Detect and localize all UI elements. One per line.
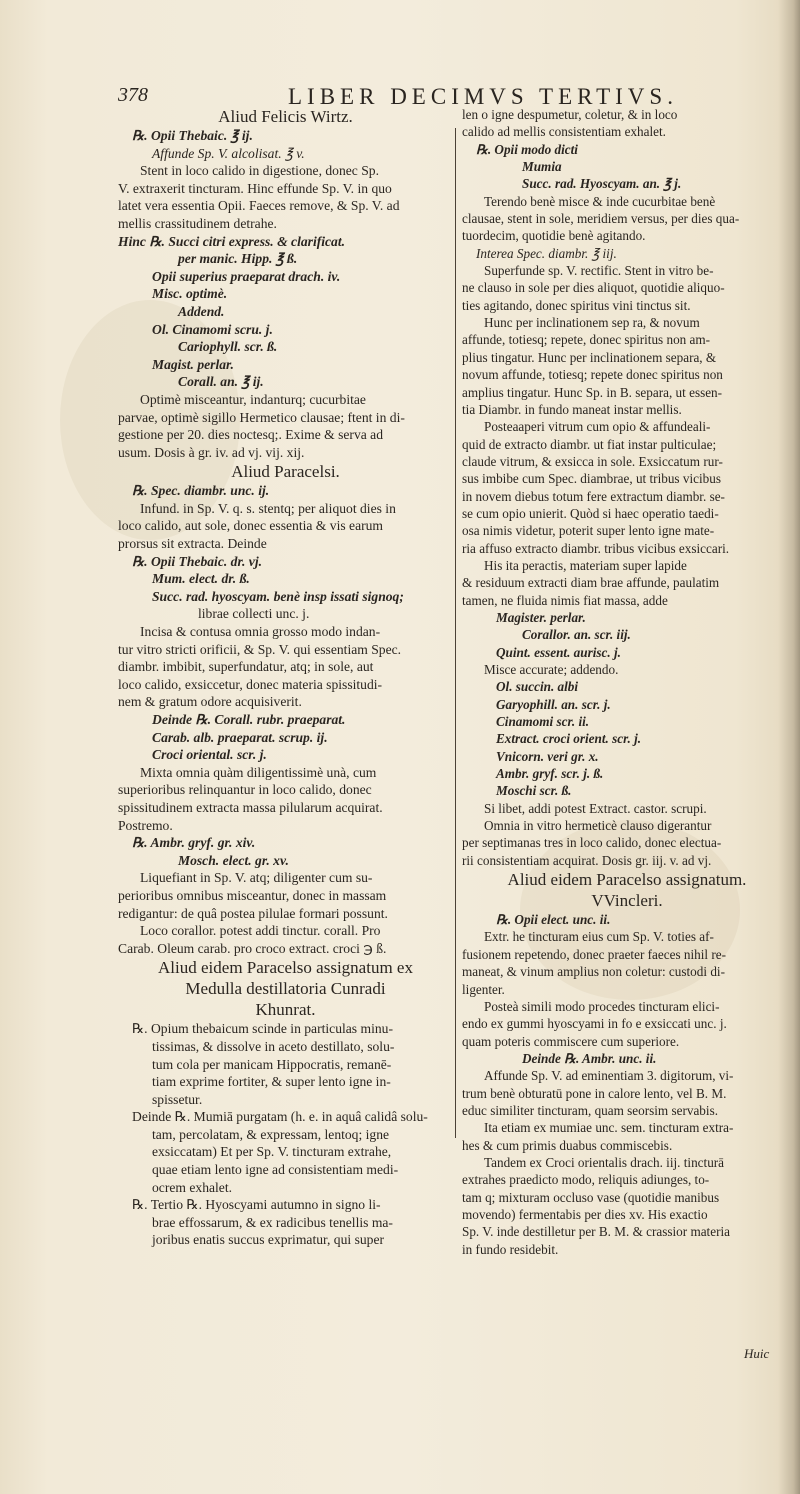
text-line: tissimas, & dissolve in aceto destillato, solu- xyxy=(152,1038,395,1054)
text-line: Deinde ℞. Corall. rubr. praeparat. xyxy=(152,712,346,727)
text-line: sus imbibe cum Spec. diambrae, ut tribus vicibus xyxy=(462,471,721,487)
section-heading: Medulla destillatoria Cunradi xyxy=(185,979,386,999)
section-heading: Aliud eidem Paracelso assignatum ex xyxy=(158,958,413,978)
text-line: Incisa & contusa omnia grosso modo indan- xyxy=(140,624,381,640)
text-line: His ita peractis, materiam super lapide xyxy=(484,557,687,573)
text-line: in novem diebus totum fere extractum diambr. se- xyxy=(462,488,725,504)
text-line: Si libet, addi potest Extract. castor. scrupi. xyxy=(484,800,707,816)
text-line: Mum. elect. dr. ß. xyxy=(152,571,250,587)
text-line: Superfunde sp. V. rectific. Stent in vitro be- xyxy=(484,263,714,279)
text-line: Hinc ℞. Succi citri express. & clarificat. xyxy=(118,233,346,249)
text-line: per manic. Hipp. ℥ ß. xyxy=(178,251,298,267)
text-line: ria affuso extracto diambr. tribus vicibus exsiccari. xyxy=(462,540,730,556)
text-line: claude vitrum, & exsicca in sole. Exsiccatum rur- xyxy=(462,453,723,469)
text-line: exsiccatam) Et per Sp. V. tincturam extrahe, xyxy=(152,1144,392,1160)
text-line: Croci oriental. scr. j. xyxy=(152,747,267,763)
text-line: parvae, optimè sigillo Hermetico clausae; ftent in di- xyxy=(118,409,405,425)
text-line: perioribus omnibus misceantur, donec in massam xyxy=(118,887,387,903)
text-line: Posteaaperi vitrum cum opio & affundeali- xyxy=(484,419,711,435)
text-line: tur vitro stricti orificii, & Sp. V. qui essentiam Spec. xyxy=(118,641,402,657)
text-line: brae effossarum, & ex radicibus tenellis ma- xyxy=(152,1214,393,1230)
text-line: mellis crassitudinem detrahe. xyxy=(118,215,277,231)
text-line: quid de extracto diambr. ut fiat instar pulticulae; xyxy=(462,436,717,452)
text-line: tuordecim, quotidie benè agitando. xyxy=(462,228,646,244)
text-line: diambr. imbibit, superfundatur, atq; in sole, aut xyxy=(118,659,374,675)
text-line: superioribus relinquantur in loco calido, donec xyxy=(118,782,372,798)
text-line: tam, percolatam, & expressam, lentoq; igne xyxy=(152,1126,390,1142)
text-line: quae etiam lento igne ad consistentiam medi- xyxy=(152,1162,399,1178)
text-line: loco calido, exsiccetur, donec materia spissitudi- xyxy=(118,676,383,692)
text-line: se cum opio unierit. Quòd si haec operatio taedi- xyxy=(462,505,719,521)
text-line: educ similiter tincturam, quam seorsim servabis. xyxy=(462,1102,718,1118)
text-line: Corall. an. ℥ ij. xyxy=(178,374,264,390)
text-line: latet vera essentia Opii. Faeces remove, & Sp. V. ad xyxy=(118,198,400,214)
text-line: Vnicorn. veri gr. x. xyxy=(496,748,599,764)
section-heading: Aliud Paracelsi. xyxy=(231,462,340,482)
right-text-column xyxy=(462,106,792,1446)
text-line: Moschi scr. ß. xyxy=(496,783,572,799)
text-line: Deinde ℞. Ambr. unc. ii. xyxy=(522,1050,657,1066)
text-line: rii consistentiam acquirat. Dosis gr. iij. v. ad vj. xyxy=(462,852,712,868)
text-line: ne clauso in sole per dies aliquot, quotidie aliquo- xyxy=(462,280,725,296)
text-line: Succ. rad. hyoscyam. benè insp issati signoq; xyxy=(152,588,404,604)
text-line: ℞. Spec. diambr. unc. ij. xyxy=(132,483,270,499)
text-line: redigantur: de quâ postea pilulae formari possunt. xyxy=(118,905,388,921)
text-line: joribus enatis succus exprimatur, qui super xyxy=(152,1232,385,1248)
text-line: ties agitando, donec spiritus vini tinctus sit. xyxy=(462,297,691,313)
text-line: Interea Spec. diambr. ℥ iij. xyxy=(476,245,617,261)
gutter-shadow xyxy=(778,0,800,1494)
text-line: ℞. Opium thebaicum scinde in particulas minu- xyxy=(132,1021,393,1037)
text-line: librae collecti unc. j. xyxy=(198,606,310,622)
text-line: loco calido, aut sole, donec essentia & vis earum xyxy=(118,518,383,534)
text-line: maneat, & vinum amplius non coletur: custodi di- xyxy=(462,964,725,980)
text-line: movendo) fermentabis per dies xv. His exactio xyxy=(462,1206,708,1222)
text-line: ocrem exhalet. xyxy=(152,1179,233,1195)
text-line: Sp. V. inde destilletur per B. M. & crassior materia xyxy=(462,1224,730,1240)
text-line: Cinamomi scr. ii. xyxy=(496,714,590,730)
text-line: len o igne despumetur, coletur, & in loco xyxy=(462,107,678,122)
text-line: Stent in loco calido in digestione, donec Sp. xyxy=(140,163,379,179)
text-line: trum benè obturatū pone in calore lento, vel B. M. xyxy=(462,1085,727,1101)
text-line: gestione per 20. dies noctesq;. Exime & serva ad xyxy=(118,427,384,443)
text-line: Hunc per inclinationem sep ra, & novum xyxy=(484,315,700,331)
text-line: in fundo residebit. xyxy=(462,1241,559,1257)
text-line: Ol. Cinamomi scru. j. xyxy=(152,321,273,337)
text-line: ℞. Opii elect. unc. ii. xyxy=(496,912,611,928)
text-line: Loco corallor. potest addi tinctur. corall. Pro xyxy=(140,923,381,939)
text-line: Extr. he tincturam eius cum Sp. V. toties af- xyxy=(484,929,714,945)
text-line: Extract. croci orient. scr. j. xyxy=(496,731,642,747)
section-heading: Aliud Felicis Wirtz. xyxy=(218,107,353,126)
text-line: Cariophyll. scr. ß. xyxy=(178,339,278,355)
text-line: Misce accurate; addendo. xyxy=(484,662,619,677)
text-line: ligenter. xyxy=(462,981,505,997)
text-line: & residuum extracti diam brae affunde, paulatim xyxy=(462,575,720,591)
catchword: Huic xyxy=(744,1346,770,1361)
text-line: Infund. in Sp. V. q. s. stentq; per aliquot dies in xyxy=(140,500,396,516)
text-line: Ol. succin. albi xyxy=(496,679,579,695)
text-line: Deinde ℞. Mumiā purgatam (h. e. in aquâ calidâ solu- xyxy=(132,1109,428,1125)
text-line: Omnia in vitro hermeticè clauso digerantur xyxy=(484,818,712,834)
text-line: Mixta omnia quàm diligentissimè unà, cum xyxy=(140,764,377,780)
section-heading: Khunrat. xyxy=(255,1000,316,1020)
text-line: Mumia xyxy=(522,159,562,175)
text-line: Liquefiant in Sp. V. atq; diligenter cum su- xyxy=(140,870,373,886)
text-line: tam q; mixturam occluso vase (quotidie manibus xyxy=(462,1189,720,1205)
text-line: calido ad mellis consistentiam exhalet. xyxy=(462,124,666,140)
text-line: ℞. Tertio ℞. Hyoscyami autumno in signo li- xyxy=(132,1197,381,1213)
text-line: Postremo. xyxy=(118,817,173,833)
text-line: per septimanas tres in loco calido, donec electua- xyxy=(462,835,722,851)
text-line: quam poteris commiscere cum superiore. xyxy=(462,1033,680,1049)
text-line: endo ex gummi hyoscyami in fo e exsiccati unc. j. xyxy=(462,1016,727,1032)
text-line: Mosch. elect. gr. xv. xyxy=(178,852,289,868)
text-line: clausae, stent in sole, meridiem versus, per dies qua- xyxy=(462,211,740,227)
section-heading: VVincleri. xyxy=(591,891,663,911)
text-line: Tandem ex Croci orientalis drach. iij. tincturā xyxy=(484,1154,725,1170)
text-line: novum affunde, totiesq; repete donec spiritus non xyxy=(462,367,723,383)
text-line: Garyophill. an. scr. j. xyxy=(496,696,611,712)
text-line: spissitudinem extracta massa pilularum acquirat. xyxy=(118,799,383,815)
running-head: LIBER DECIMVS TERTIVS. xyxy=(288,84,678,109)
text-line: Magist. perlar. xyxy=(152,356,234,372)
text-line: Quint. essent. aurisc. j. xyxy=(496,644,621,660)
text-line: Affunde Sp. V. alcolisat. ℥ v. xyxy=(152,145,305,161)
text-line: fusionem repetendo, donec praeter faeces nihil re- xyxy=(462,946,726,962)
text-line: ℞. Opii modo dicti xyxy=(476,141,578,157)
text-line: plius tingatur. Hunc per inclinationem separa, & xyxy=(462,349,717,365)
text-line: ℞. Opii Thebaic. dr. vj. xyxy=(132,553,262,569)
text-line: Succ. rad. Hyoscyam. an. ℥ j. xyxy=(522,176,682,192)
text-line: Ambr. gryf. scr. j. ß. xyxy=(496,766,604,782)
text-line: Ita etiam ex mumiae unc. sem. tincturam extra- xyxy=(484,1120,734,1136)
text-line: Affunde Sp. V. ad eminentiam 3. digitorum, vi- xyxy=(484,1068,734,1084)
text-line: V. extraxerit tincturam. Hinc effunde Sp. V. in quo xyxy=(118,180,392,196)
text-line: affunde, totiesq; repete, donec spiritus non am- xyxy=(462,332,711,348)
text-line: hes & cum primis duabus commiscebis. xyxy=(462,1137,673,1153)
column-divider xyxy=(455,128,456,1138)
text-line: tamen, ne fluida nimis fiat massa, adde xyxy=(462,592,668,608)
text-line: Carab. alb. praeparat. scrup. ij. xyxy=(152,729,328,745)
text-line: ℞. Ambr. gryf. gr. xiv. xyxy=(132,835,256,851)
page-number: 378 xyxy=(118,84,148,106)
text-line: nem & gratum odore acquisiverit. xyxy=(118,694,302,710)
left-text-column xyxy=(118,106,453,1248)
text-line: spissetur. xyxy=(152,1091,203,1107)
text-line: tum cola per manicam Hippocratis, remanē- xyxy=(152,1056,392,1072)
text-line: osa nimis videtur, poterit super lento igne mate- xyxy=(462,523,715,539)
text-line: Terendo benè misce & inde cucurbitae benè xyxy=(484,193,716,209)
text-line: Magister. perlar. xyxy=(496,609,586,625)
text-line: Corallor. an. scr. iij. xyxy=(522,627,631,643)
text-line: Opii superius praeparat drach. iv. xyxy=(152,268,341,284)
text-line: Posteà simili modo procedes tincturam elici- xyxy=(484,998,720,1014)
text-line: extrahes praedicto modo, reliquis adiunges, to- xyxy=(462,1172,710,1188)
text-line: Addend. xyxy=(178,303,225,319)
text-line: amplius tingatur. Hunc Sp. in B. separa, ut essen- xyxy=(462,384,723,400)
text-line: usum. Dosis à gr. iv. ad vj. vij. xij. xyxy=(118,444,305,460)
section-heading: Aliud eidem Paracelso assignatum. xyxy=(507,870,747,890)
text-line: tiam exprime fortiter, & super lento igne in- xyxy=(152,1074,391,1090)
text-line: tia Diambr. in fundo maneat instar mellis. xyxy=(462,401,682,417)
text-line: Carab. Oleum carab. pro croco extract. croci ℈ ß. xyxy=(118,940,387,956)
text-line: Optimè misceantur, indanturq; cucurbitae xyxy=(140,391,366,407)
text-line: prorsus sit extracta. Deinde xyxy=(118,536,267,552)
text-line: Misc. optimè. xyxy=(152,286,228,302)
text-line: ℞. Opii Thebaic. ℥ ij. xyxy=(132,128,253,143)
